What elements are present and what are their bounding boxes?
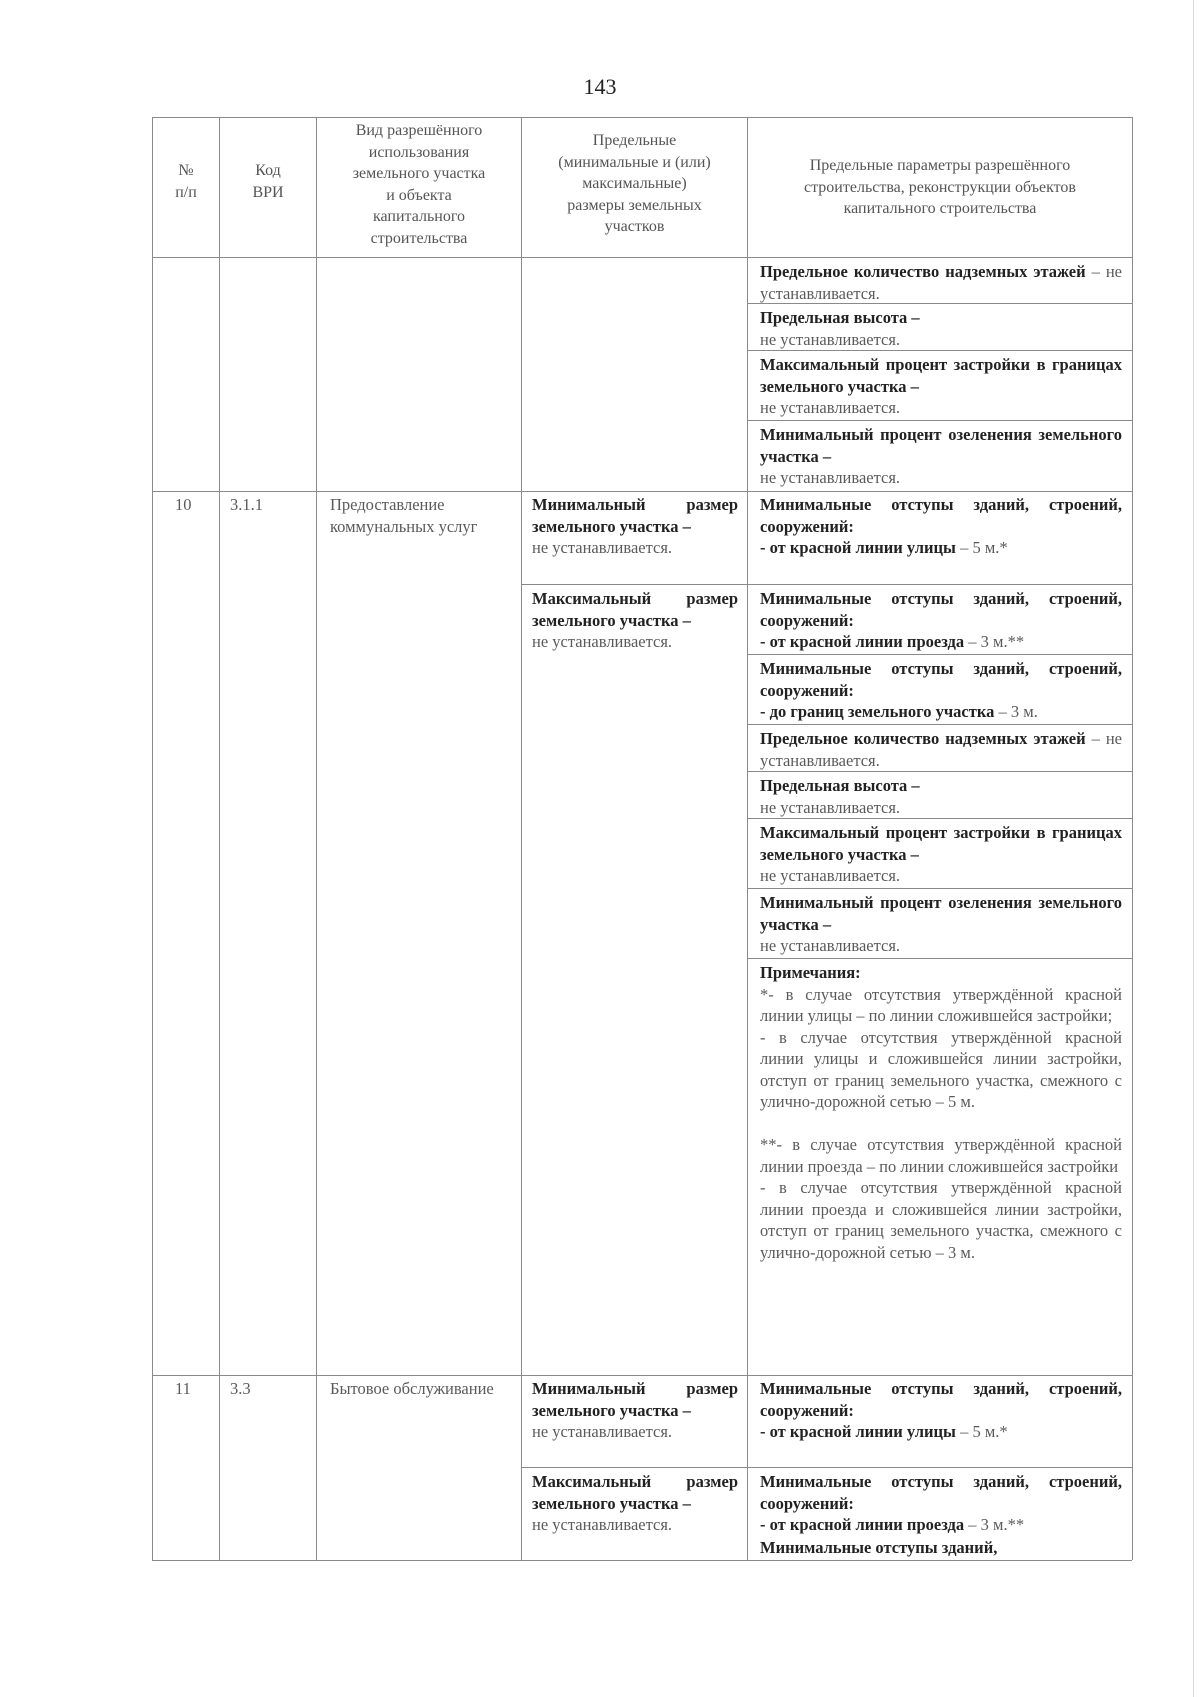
row10-max-size: Максимальный размер земельного участка – не устанавливается.: [532, 589, 738, 651]
params-divider: [747, 350, 1132, 351]
params-divider: [747, 958, 1132, 959]
row10-notes: [760, 962, 1122, 1263]
header-kind: Вид разрешённого использования земельного участка и объекта капитального строительства: [352, 122, 486, 247]
row10-param-red-line-street: Минимальные отступы зданий, строений, сооружений: - от красной линии улицы – 5 м.*: [760, 495, 1122, 557]
row10-param-floors: Предельное количество надземных этажей – не устанавливается.: [760, 729, 1122, 770]
row11-code: 3.3: [230, 1379, 251, 1398]
column-divider: [152, 117, 153, 1560]
page-number: 143: [583, 74, 617, 99]
row10-num: 10: [175, 495, 192, 514]
table-border-top: [152, 117, 1132, 118]
params-divider: [747, 584, 1132, 585]
row10-param-greening: Минимальный процент озеленения земельного участка – не устанавливается.: [760, 893, 1122, 955]
header-params: Предельные параметры разрешённого строительства, реконструкции объектов капитального строительства: [804, 157, 1076, 217]
row10-param-plot-border: Минимальные отступы зданий, строений, сооружений: - до границ земельного участка – 3 м.: [760, 659, 1122, 721]
note-item: - в случае отсутствия утверждённой красной линии улицы и сложившейся линии застройки, отступ от границ земельного участка, смежного с улично-дорожной сетью – 5 м.: [760, 1027, 1122, 1111]
sizes-divider-11: [521, 1467, 747, 1468]
row10-param-red-line-passage: Минимальные отступы зданий, строений, сооружений: - от красной линии проезда – 3 м.**: [760, 589, 1122, 651]
row10-param-coverage: Максимальный процент застройки в границах земельного участка – не устанавливается.: [760, 823, 1122, 885]
params-divider: [747, 1467, 1132, 1468]
column-divider: [316, 117, 317, 1560]
cont-param-height: Предельная высота – не устанавливается.: [760, 308, 920, 349]
row11-param-red-line-passage: Минимальные отступы зданий, строений, сооружений: - от красной линии проезда – 3 м.**: [760, 1472, 1122, 1534]
row11-min-size: Минимальный размер земельного участка – не устанавливается.: [532, 1379, 738, 1441]
column-divider: [219, 117, 220, 1560]
cont-param-coverage: Максимальный процент застройки в границах земельного участка – не устанавливается.: [760, 355, 1122, 417]
column-divider: [747, 117, 748, 1560]
row11-param-red-line-street: Минимальные отступы зданий, строений, сооружений: - от красной линии улицы – 5 м.*: [760, 1379, 1122, 1441]
row10-top-border: [152, 491, 1132, 492]
cont-param-floors: Предельное количество надземных этажей – не устанавливается.: [760, 262, 1122, 303]
params-divider: [747, 818, 1132, 819]
column-divider: [521, 117, 522, 1560]
params-divider: [747, 888, 1132, 889]
note-item: **- в случае отсутствия утверждённой красной линии проезда – по линии сложившейся застройки: [760, 1135, 1122, 1176]
header-sizes: Предельные (минимальные и (или) максимальные) размеры земельных участков: [558, 132, 711, 235]
header-num: № п/п: [175, 162, 197, 201]
note-item: - в случае отсутствия утверждённой красной линии проезда и сложившейся линии застройки, отступ от границ земельного участка, смежного с улично-дорожной сетью – 3 м.: [760, 1178, 1122, 1262]
params-divider: [747, 420, 1132, 421]
header-bottom-border: [152, 257, 1132, 258]
note-item: *- в случае отсутствия утверждённой красной линии улицы – по линии сложившейся застройки;: [760, 984, 1122, 1025]
row10-kind: Предоставление коммунальных услуг: [330, 495, 478, 536]
row11-num: 11: [175, 1379, 191, 1398]
row10-code: 3.1.1: [230, 495, 263, 514]
row10-param-height: Предельная высота – не устанавливается.: [760, 776, 920, 817]
row11-kind: Бытовое обслуживание: [330, 1379, 494, 1398]
table-border-bottom: [152, 1560, 1132, 1561]
row11-max-size: Максимальный размер земельного участка – не устанавливается.: [532, 1472, 738, 1534]
params-divider: [747, 654, 1132, 655]
header-code: Код ВРИ: [252, 162, 284, 201]
row10-min-size: Минимальный размер земельного участка – не устанавливается.: [532, 495, 738, 557]
notes-title: Примечания:: [760, 963, 861, 982]
params-divider: [747, 724, 1132, 725]
row11-top-border: [152, 1375, 1132, 1376]
column-divider: [1132, 117, 1133, 1560]
cont-param-greening: Минимальный процент озеленения земельного участка – не устанавливается.: [760, 425, 1122, 487]
params-divider: [747, 771, 1132, 772]
sizes-divider-10: [521, 584, 747, 585]
row11-param-plot-border: Минимальные отступы зданий,: [760, 1538, 998, 1557]
scan-edge-line: [1193, 0, 1194, 1697]
